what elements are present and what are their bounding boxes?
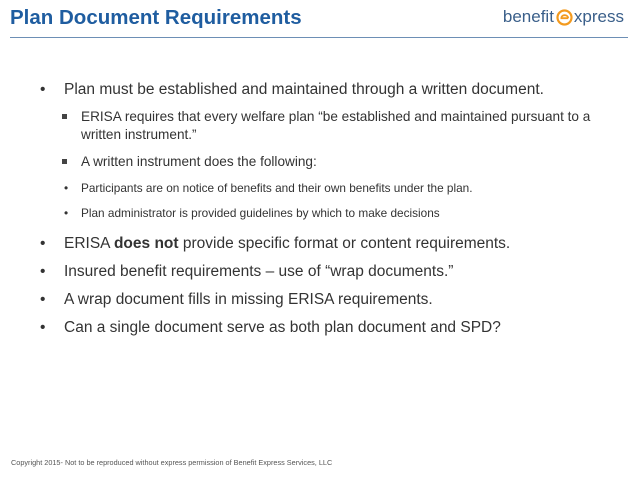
bullet-dot-icon: • [64,206,69,220]
bullet-item [40,290,600,309]
bullet-dot-icon: • [64,181,69,195]
sub-bullet-item [40,153,600,171]
title-divider [10,37,628,38]
square-bullet-icon [62,114,67,119]
bullet-item [40,318,600,337]
bullet-dot-icon: • [40,263,46,280]
logo-text-benefit: benefit [502,7,554,26]
sub-sub-bullet-item [40,205,600,221]
sub-bullet-item [40,108,600,144]
logo-e-icon [556,9,573,26]
bullet-text: Can a single document serve as both plan document and SPD? [64,319,501,336]
bullet-dot-icon: • [40,319,46,336]
bullet-item [40,262,600,281]
bullet-text: Plan must be established and maintained through a written document. [64,81,544,98]
sub-sub-bullet-text: Participants are on notice of benefits and their own benefits under the plan. [81,181,473,195]
sub-bullet-text: A written instrument does the following: [81,154,317,169]
copyright-footer: Copyright 2015- Not to be reproduced without express permission of Benefit Express Services, LLC [11,458,333,467]
bullet-text-suffix: provide specific format or content requirements. [178,235,511,252]
page-title: Plan Document Requirements [10,6,302,29]
bullet-text: Insured benefit requirements – use of “wrap documents.” [64,263,454,280]
bullet-dot-icon: • [40,291,46,308]
logo-text-xpress: xpress [573,7,624,26]
sub-sub-bullet-item [40,180,600,196]
bullet-item [40,234,600,253]
bullet-text-bold: does not [113,235,179,252]
benefit-express-logo [503,6,624,28]
bullet-item [40,80,600,99]
bullet-dot-icon: • [40,81,46,98]
sub-sub-bullet-text: Plan administrator is provided guidelines by which to make decisions [81,206,440,220]
sub-bullet-text: ERISA requires that every welfare plan “be established and maintained pursuant to a written instrument.” [81,109,591,142]
bullet-list [40,80,600,346]
bullet-text-prefix: ERISA [64,235,114,252]
bullet-dot-icon: • [40,235,46,252]
square-bullet-icon [62,159,67,164]
bullet-text: A wrap document fills in missing ERISA requirements. [64,291,433,308]
